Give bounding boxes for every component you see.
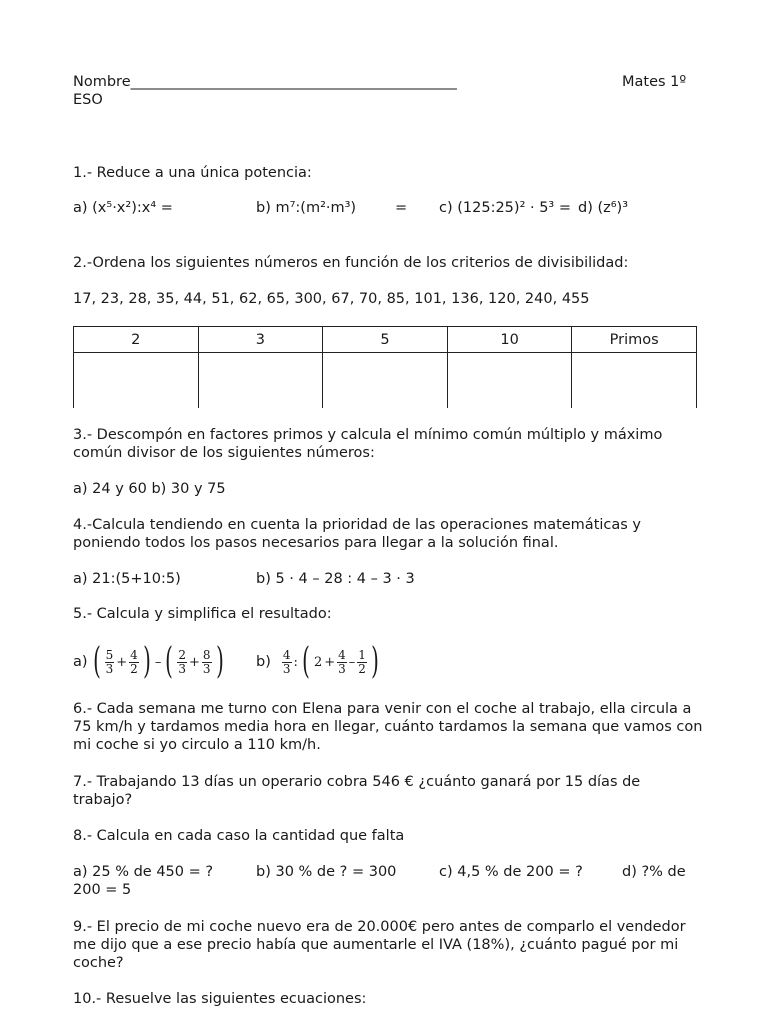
exercise-4-b: b) 5 · 4 – 28 : 4 – 3 · 3 [256, 571, 415, 587]
divisibility-table [73, 326, 697, 408]
fraction: $\frac{5}{3}$ [105, 647, 114, 676]
exercise-1-a: a) (x⁵·x²):x⁴ = [73, 200, 173, 216]
name-field-label: Nombre_____________________________________________ [73, 74, 457, 90]
open-paren: ( [302, 641, 310, 682]
fraction: $\frac{4}{3}$ [338, 647, 346, 676]
fraction: $\frac{4}{3}$ [282, 647, 291, 676]
answer-cell[interactable] [323, 353, 448, 409]
plus-sign: + [324, 654, 336, 670]
exercise-1-title: 1.- Reduce a una única potencia: [73, 165, 312, 181]
minus-sign: – [154, 654, 162, 670]
plus-sign: + [116, 654, 128, 670]
exercise-2-numbers: 17, 23, 28, 35, 44, 51, 62, 65, 300, 67, 70, 85, 101, 136, 120, 240, 455 [73, 291, 590, 307]
exercise-3-items: a) 24 y 60 b) 30 y 75 [73, 481, 226, 497]
column-header: Primos [572, 327, 697, 353]
exercise-5-title: 5.- Calcula y simplifica el resultado: [73, 606, 332, 622]
minus-sign: – [348, 654, 356, 670]
exercise-8-a: a) 25 % de 450 = ? [73, 864, 214, 880]
exercise-8-d-continued: 200 = 5 [73, 882, 132, 898]
exercise-8-title: 8.- Calcula en cada caso la cantidad que falta [73, 828, 405, 844]
exercise-6-text: 6.- Cada semana me turno con Elena para venir con el coche al trabajo, ella circula a 75 km/h y tardamos media hora en llegar, cuánto tardamos la semana que vamos con mi coche si yo circulo a 110 km/h. [73, 701, 703, 753]
exercise-8-c: c) 4,5 % de 200 = ? [439, 864, 583, 880]
column-header: 10 [447, 327, 572, 353]
exercise-5-b-label: b) [256, 654, 271, 670]
integer-term: 2 [313, 654, 323, 670]
close-paren: ) [215, 641, 224, 682]
exercise-1-d: d) (z⁶)³ [578, 200, 629, 216]
fraction: $\frac{8}{3}$ [202, 647, 211, 676]
exercise-5-a-label: a) [73, 654, 88, 670]
exercise-9-text: 9.- El precio de mi coche nuevo era de 20.000€ pero antes de comparlo el vendedor me dijo que a ese precio había que aumentarle el IVA (18%), ¿cuánto pagué por mi coche? [73, 919, 686, 971]
answer-cell[interactable] [447, 353, 572, 409]
answer-cell[interactable] [74, 353, 199, 409]
exercise-5-b-expression [256, 642, 382, 682]
exercise-1-c: c) (125:25)² · 5³ = [439, 200, 572, 216]
answer-cell[interactable] [198, 353, 323, 409]
exercise-5-a-expression [73, 642, 227, 682]
exercise-10-title: 10.- Resuelve las siguientes ecuaciones: [73, 991, 367, 1007]
table-answer-row [74, 353, 697, 409]
exercise-4-title: 4.-Calcula tendiendo en cuenta la prioridad de las operaciones matemáticas y poniendo todos los pasos necesarios para llegar a la solución final. [73, 517, 642, 551]
fraction: $\frac{2}{3}$ [178, 647, 187, 676]
exercise-1-equals: = [395, 200, 408, 216]
exercise-8-d: d) ?% de [622, 864, 686, 880]
fraction: $\frac{4}{2}$ [130, 647, 138, 676]
exercise-4-a: a) 21:(5+10:5) [73, 571, 181, 587]
division-sign: : [293, 654, 298, 670]
exercise-1-b: b) m⁷:(m²·m³) [256, 200, 357, 216]
column-header: 5 [323, 327, 448, 353]
table-header-row [74, 327, 697, 353]
column-header: 2 [74, 327, 199, 353]
close-paren: ) [371, 641, 379, 682]
close-paren: ) [142, 641, 151, 682]
answer-cell[interactable] [572, 353, 697, 409]
course-label: Mates 1º [622, 74, 687, 90]
exercise-8-b: b) 30 % de ? = 300 [256, 864, 397, 880]
course-label-continued: ESO [73, 92, 103, 108]
open-paren: ( [92, 641, 101, 682]
column-header: 3 [198, 327, 323, 353]
exercise-3-title: 3.- Descompón en factores primos y calcula el mínimo común múltiplo y máximo común divisor de los siguientes números: [73, 427, 663, 461]
plus-sign: + [189, 654, 200, 670]
exercise-7-text: 7.- Trabajando 13 días un operario cobra 546 € ¿cuánto ganará por 15 días de trabajo? [73, 774, 641, 808]
open-paren: ( [165, 641, 174, 682]
fraction: $\frac{1}{2}$ [358, 647, 366, 676]
exercise-2-title: 2.-Ordena los siguientes números en función de los criterios de divisibilidad: [73, 255, 629, 271]
